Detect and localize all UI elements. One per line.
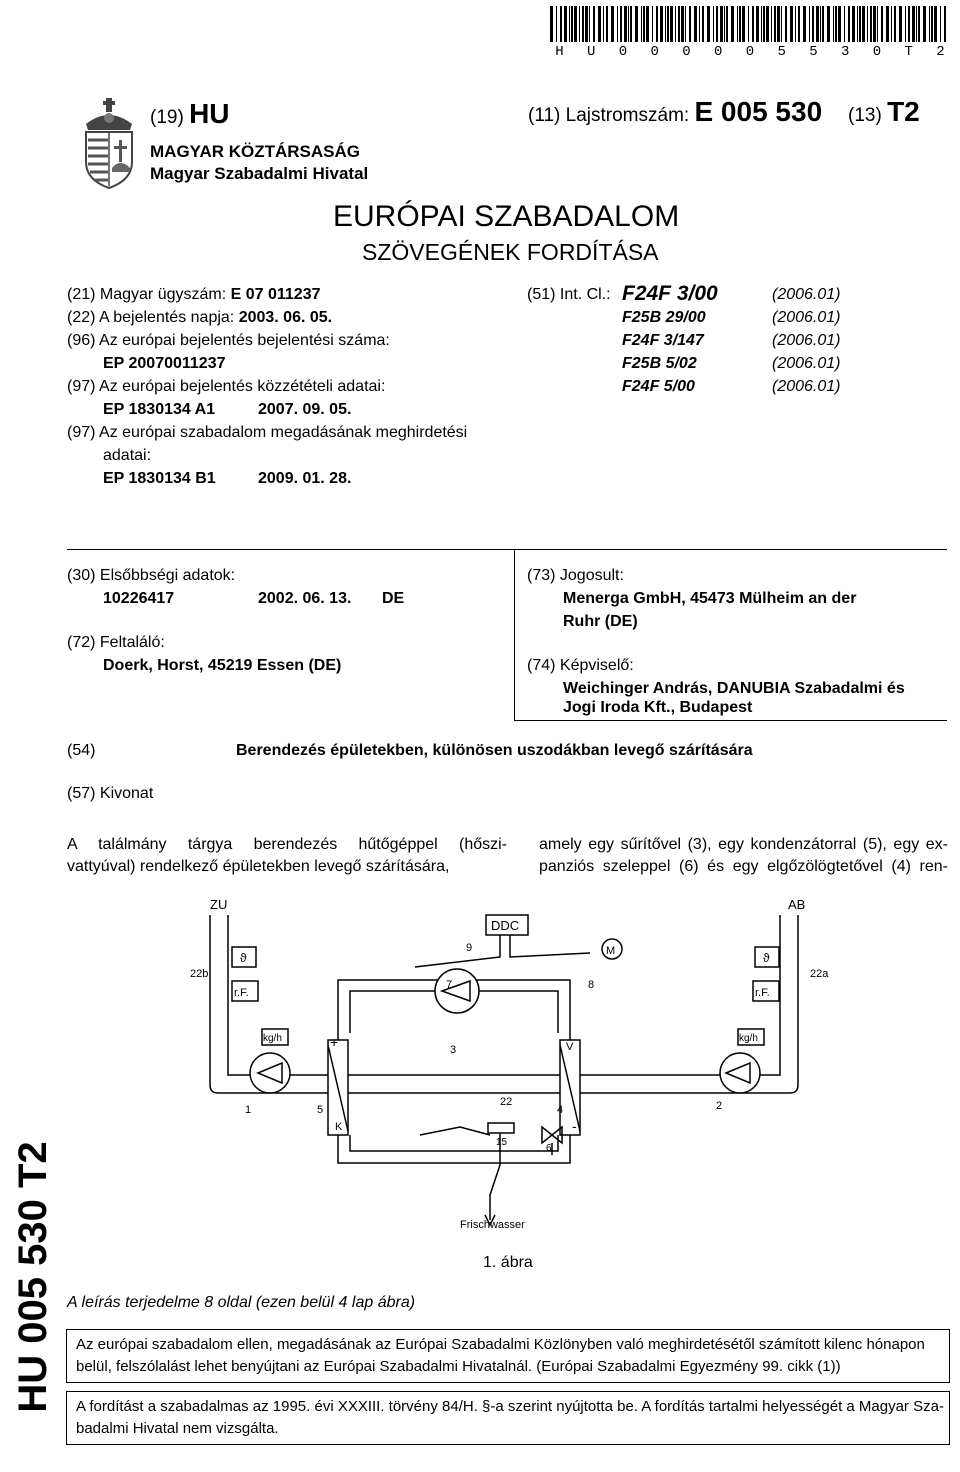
int-cl-code: F24F 5/00	[622, 378, 695, 395]
barcode-char: 0	[872, 44, 882, 60]
figure-caption: 1. ábra	[483, 1254, 533, 1271]
label-1: 1	[245, 1104, 252, 1116]
barcode-bar	[870, 6, 872, 42]
barcode-bar	[643, 6, 645, 42]
barcode-bar	[707, 6, 710, 42]
barcode-bar	[606, 6, 608, 42]
barcode-bar	[678, 6, 680, 42]
barcode-bar	[929, 6, 930, 42]
temp-sensor-label: ϑ	[763, 951, 770, 965]
barcode-char: U	[587, 44, 596, 60]
abstract-left-line: vattyúval) rendelkező épületekben levegő szárítására,	[67, 858, 450, 875]
barcode-bar	[795, 6, 796, 42]
barcode-char: H	[555, 44, 564, 60]
priority-country: DE	[382, 590, 405, 607]
label-7: 7	[446, 979, 453, 991]
barcode-bar	[569, 6, 570, 42]
int-cl-code: F24F 3/00	[622, 282, 718, 305]
field-96-value: EP 20070011237	[103, 355, 226, 372]
barcode-bar	[731, 6, 734, 42]
label-22a: 22a	[810, 968, 829, 980]
barcode-bar	[867, 6, 868, 42]
barcode-bar	[918, 6, 920, 42]
barcode-bar	[713, 6, 714, 42]
barcode-bar	[694, 6, 697, 42]
barcode-bar	[899, 6, 902, 42]
ab-label: AB	[788, 897, 806, 912]
barcode-bar	[820, 6, 821, 42]
barcode-bar	[844, 6, 845, 42]
int-cl-version: (2006.01)	[772, 286, 841, 303]
side-doc-number: HU 005 530 T2	[11, 1141, 55, 1413]
barcode-bar	[859, 6, 861, 42]
int-cl-label: (51) Int. Cl.:	[527, 286, 611, 303]
barcode-char: 3	[841, 44, 850, 60]
barcode-bar	[624, 6, 627, 42]
barcode-bar	[748, 6, 749, 42]
barcode-bar	[598, 6, 601, 42]
agent-value-cont: Jogi Iroda Kft., Budapest	[563, 699, 753, 716]
country: HU	[189, 98, 230, 129]
doc-subtitle: SZÖVEGÉNEK FORDÍTÁSA	[362, 239, 659, 265]
field-96-label: (96) Az európai bejelentés bejelentési száma:	[67, 332, 390, 349]
barcode-bar	[726, 6, 728, 42]
barcode-bar	[777, 6, 780, 42]
barcode-bar	[908, 6, 910, 42]
field-97b-date: 2009. 01. 28.	[258, 470, 352, 487]
schematic-figure	[170, 895, 850, 1245]
barcode-bar	[803, 6, 806, 42]
int-cl-code: F25B 29/00	[622, 309, 706, 326]
office-name: Magyar Szabadalmi Hivatal	[150, 164, 369, 183]
field-97a-number: EP 1830134 A1	[103, 401, 216, 418]
barcode-bar	[611, 6, 614, 42]
republic-name: MAGYAR KÖZTÁRSASÁG	[150, 142, 360, 161]
ddc-label: DDC	[491, 918, 520, 933]
priority-label: (30) Elsőbbségi adatok:	[67, 567, 236, 584]
barcode-char: 5	[777, 44, 786, 60]
barcode-bar	[699, 6, 700, 42]
label-5: 5	[317, 1104, 324, 1116]
flow-sensor-label: kg/h	[263, 1033, 282, 1044]
notice-line: A fordítást a szabadalmas az 1995. évi XXXIII. törvény 84/H. §-a szerint nyújtotta be. A fordítás tartalmi helyességét a Magyar Sza-	[76, 1398, 944, 1415]
int-cl-version: (2006.01)	[772, 355, 841, 372]
barcode-bar	[785, 6, 787, 42]
registration-field	[528, 96, 822, 128]
priority-number: 10226417	[103, 590, 175, 607]
agent-value: Weichinger András, DANUBIA Szabadalmi és	[563, 680, 905, 697]
label-4: 4	[557, 1104, 564, 1116]
barcode-bar	[763, 6, 765, 42]
label-15: 15	[496, 1137, 508, 1148]
barcode-bar	[761, 6, 762, 42]
barcode-bar	[822, 6, 824, 42]
k-label: K	[335, 1121, 343, 1133]
barcode-char: T	[904, 44, 913, 60]
field-97b-label-cont: adatai:	[103, 447, 152, 464]
barcode-bar	[774, 6, 776, 42]
divider	[67, 549, 947, 550]
barcode-bar	[667, 6, 669, 42]
motor-label: M	[606, 945, 616, 957]
barcode-bar	[912, 6, 915, 42]
int-cl-code: F24F 3/147	[622, 332, 704, 349]
barcode-bar	[766, 6, 769, 42]
barcode-bar	[809, 6, 810, 42]
abstract-label: (57) Kivonat	[67, 785, 154, 802]
humidity-sensor-label: r.F.	[755, 987, 770, 999]
kind-field	[848, 96, 920, 128]
barcode-bar	[886, 6, 889, 42]
barcode-bar	[681, 6, 684, 42]
barcode-bar	[593, 6, 595, 42]
barcode-bar	[617, 6, 618, 42]
barcode-bar	[881, 6, 883, 42]
field-97b-label: (97) Az európai szabadalom megadásának meghirdetési	[67, 424, 468, 441]
notice-line: Az európai szabadalom ellen, megadásának az Európai Szabadalmi Közlönyben való meghirdetésétől számított kilenc hónapon	[76, 1336, 925, 1353]
barcode-bar	[635, 6, 638, 42]
int-cl-code: F25B 5/02	[622, 355, 697, 372]
divider	[514, 549, 515, 721]
barcode-bar	[574, 6, 577, 42]
barcode-bar	[564, 6, 567, 42]
invention-title: Berendezés épületekben, különösen uszodákban levegő szárítására	[236, 742, 753, 759]
field-97b-number: EP 1830134 B1	[103, 470, 216, 487]
plus-label: +	[330, 1034, 339, 1050]
barcode-bar	[905, 6, 906, 42]
barcode-bar	[579, 6, 580, 42]
barcode-bar	[833, 6, 834, 42]
barcode-bar	[923, 6, 926, 42]
barcode-bar	[848, 6, 850, 42]
field-97a-date: 2007. 09. 05.	[258, 401, 352, 418]
abstract-right-line: amely egy sűrítővel (3), egy kondenzátorral (5), egy ex-	[539, 836, 948, 853]
barcode-bar	[582, 6, 584, 42]
barcode-bar	[877, 6, 878, 42]
barcode	[550, 6, 948, 42]
barcode-char: 0	[618, 44, 628, 60]
barcode-bar	[916, 6, 917, 42]
barcode-bar	[835, 6, 837, 42]
barcode-bar	[934, 6, 937, 42]
owner-value-cont: Ruhr (DE)	[563, 613, 638, 630]
abstract-right-line: panziós szeleppel (6) és egy elgőzölögtetővel (4) ren-	[539, 858, 948, 875]
int-cl-version: (2006.01)	[772, 309, 841, 326]
label-9: 9	[466, 942, 473, 954]
barcode-bar	[685, 6, 686, 42]
flow-sensor-label: kg/h	[739, 1033, 758, 1044]
field-22: (22) A bejelentés napja: 2003. 06. 05.	[67, 309, 333, 326]
zu-label: ZU	[210, 897, 228, 912]
barcode-bar	[812, 6, 814, 42]
barcode-bar	[790, 6, 793, 42]
barcode-bar	[556, 6, 557, 42]
barcode-bar	[675, 6, 676, 42]
barcode-char: 0	[682, 44, 691, 60]
barcode-char: 5	[809, 44, 818, 60]
barcode-bar	[603, 6, 604, 42]
opposition-notice-box	[66, 1329, 950, 1383]
barcode-char: 0	[650, 44, 659, 60]
barcode-bar	[689, 6, 691, 42]
registration-number: E 005 530	[694, 96, 823, 127]
barcode-bar	[838, 6, 841, 42]
v-label: V	[566, 1041, 574, 1053]
barcode-bar	[737, 6, 738, 42]
label-2: 2	[716, 1100, 723, 1112]
humidity-sensor-label: r.F.	[234, 987, 249, 999]
barcode-bar	[852, 6, 855, 42]
barcode-bar	[560, 6, 562, 42]
minus-label: -	[572, 1118, 577, 1134]
inventor-value: Doerk, Horst, 45219 Essen (DE)	[103, 657, 342, 674]
barcode-bar	[940, 6, 941, 42]
translation-notice-box	[66, 1391, 950, 1445]
owner-label: (73) Jogosult:	[527, 567, 624, 584]
barcode-bar	[646, 6, 649, 42]
coat-of-arms-logo	[80, 92, 138, 190]
barcode-char: 0	[714, 44, 723, 60]
barcode-bar	[894, 6, 896, 42]
field-21: (21) Magyar ügyszám: E 07 011237	[67, 286, 321, 303]
inventor-label: (72) Feltaláló:	[67, 634, 165, 651]
barcode-char: 0	[745, 44, 755, 60]
barcode-bar	[660, 6, 663, 42]
barcode-bar	[862, 6, 865, 42]
barcode-bar	[816, 6, 819, 42]
label-3: 3	[450, 1044, 457, 1056]
barcode-bar	[944, 6, 946, 42]
notice-line: badalmi Hivatal nem vizsgálta.	[76, 1420, 279, 1437]
barcode-text	[552, 44, 948, 60]
barcode-bar	[891, 6, 892, 42]
barcode-bar	[628, 6, 629, 42]
barcode-bar	[665, 6, 666, 42]
country-code: (19)	[150, 107, 184, 128]
barcode-bar	[652, 6, 653, 42]
registration-label: (11) Lajstromszám:	[528, 105, 690, 126]
frischwasser-label: Frischwasser	[460, 1219, 525, 1231]
barcode-bar	[630, 6, 632, 42]
barcode-bar	[742, 6, 745, 42]
barcode-bar	[771, 6, 772, 42]
barcode-bar	[873, 6, 876, 42]
scope-note: A leírás terjedelme 8 oldal (ezen belül 4 lap ábra)	[67, 1294, 416, 1311]
barcode-bar	[550, 6, 553, 42]
label-6: 6	[546, 1143, 552, 1154]
label-22: 22	[500, 1096, 513, 1108]
barcode-bar	[571, 6, 573, 42]
barcode-bar	[720, 6, 723, 42]
kind: T2	[887, 96, 920, 127]
field-97a-label: (97) Az európai bejelentés közzétételi adatai:	[67, 378, 386, 395]
barcode-bar	[716, 6, 718, 42]
int-cl-version: (2006.01)	[772, 332, 841, 349]
doc-title: EURÓPAI SZABADALOM	[333, 200, 680, 233]
barcode-bar	[827, 6, 830, 42]
divider	[514, 720, 947, 721]
kind-code: (13)	[848, 105, 882, 126]
notice-line: belül, felszólalást lehet benyújtani az Európai Szabadalmi Hivatalnál. (Európai Szabadalmi Egyezmény 99. cikk (1))	[76, 1358, 841, 1375]
country-field	[150, 98, 230, 130]
barcode-bar	[781, 6, 782, 42]
barcode-bar	[585, 6, 588, 42]
owner-value: Menerga GmbH, 45473 Mülheim an der	[563, 590, 857, 607]
barcode-bar	[756, 6, 759, 42]
barcode-bar	[589, 6, 590, 42]
priority-date: 2002. 06. 13.	[258, 590, 352, 607]
int-cl-version: (2006.01)	[772, 378, 841, 395]
barcode-bar	[656, 6, 658, 42]
barcode-bar	[724, 6, 725, 42]
barcode-char: 2	[936, 44, 945, 60]
barcode-bar	[620, 6, 622, 42]
barcode-bar	[857, 6, 858, 42]
label-22b: 22b	[190, 968, 209, 980]
barcode-bar	[670, 6, 673, 42]
label-8: 8	[588, 979, 595, 991]
barcode-bar	[752, 6, 754, 42]
title-code: (54)	[67, 742, 96, 759]
barcode-bar	[641, 6, 642, 42]
barcode-bar	[739, 6, 741, 42]
barcode-bar	[702, 6, 704, 42]
agent-label: (74) Képviselő:	[527, 657, 634, 674]
barcode-bar	[798, 6, 800, 42]
abstract-left-line: A találmány tárgya berendezés hűtőgéppel (hőszi-	[67, 836, 507, 853]
temp-sensor-label: ϑ	[240, 951, 247, 965]
barcode-bar	[931, 6, 933, 42]
